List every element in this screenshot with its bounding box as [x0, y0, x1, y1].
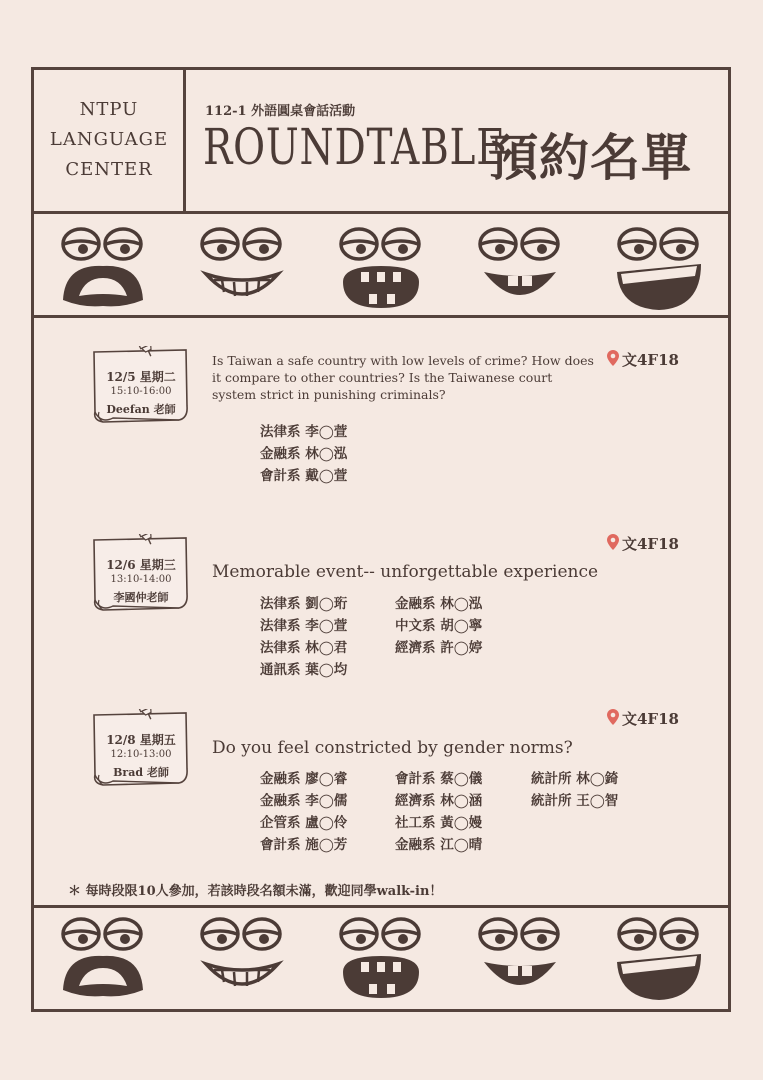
cartoon-face-icon	[192, 912, 292, 1002]
session-card-1	[93, 350, 189, 426]
participant-column	[260, 421, 347, 487]
cartoon-face-icon	[609, 222, 709, 312]
participant-name: 金融系 廖◯睿	[260, 771, 348, 787]
participant-name: 統計所 王◯智	[531, 793, 619, 809]
session-card-2	[93, 538, 189, 614]
cartoon-face-icon	[470, 912, 570, 1002]
session-topic-1: Is Taiwan a safe country with low levels of crime? How does it compare to other countries? Is the Taiwanese court system strict in punishing criminals?	[212, 353, 594, 402]
participant-name: 企管系 盧◯伶	[260, 815, 348, 831]
participant-name: 法律系 劉◯珩	[260, 596, 348, 612]
participant-name: 會計系 施◯芳	[260, 837, 348, 853]
participant-name: 經濟系 林◯涵	[395, 793, 483, 809]
participant-name: 統計所 林◯錡	[531, 771, 619, 787]
session-topic-2: Memorable event-- unforgettable experience	[212, 562, 599, 582]
location-pin-icon	[607, 709, 622, 729]
face-row-top	[34, 222, 728, 312]
session-date: 12/8 星期五	[106, 733, 176, 747]
participant-name: 通訊系 葉◯均	[260, 662, 348, 678]
session-teacher: Deefan 老師	[106, 403, 176, 416]
logo-line-1: NTPU	[79, 99, 139, 120]
session-location-1	[607, 349, 679, 370]
session-teacher: 李國仲老師	[113, 591, 169, 604]
participant-column	[531, 768, 618, 812]
participant-name: 法律系 李◯萱	[260, 424, 348, 440]
session-location-3	[607, 708, 679, 729]
logo-line-2: LANGUAGE	[49, 129, 169, 150]
location-text: 文4F18	[622, 535, 679, 553]
session-time: 13:10-14:00	[110, 574, 172, 585]
location-pin-icon	[607, 350, 622, 370]
page-title	[203, 118, 692, 187]
participant-column	[260, 768, 347, 856]
session-date: 12/6 星期三	[106, 558, 176, 572]
participant-name: 法律系 李◯萱	[260, 618, 348, 634]
title-english: ROUNDTABLE	[203, 118, 506, 176]
location-text: 文4F18	[622, 710, 679, 728]
divider-faces-bottom	[31, 905, 731, 908]
session-time: 12:10-13:00	[110, 749, 172, 760]
participant-column	[395, 593, 482, 659]
cartoon-face-icon	[53, 912, 153, 1002]
cartoon-face-icon	[331, 222, 431, 312]
session-date: 12/5 星期二	[106, 370, 176, 384]
cartoon-face-icon	[331, 912, 431, 1002]
participant-column	[260, 593, 347, 681]
cartoon-face-icon	[53, 222, 153, 312]
divider-header	[31, 211, 731, 214]
divider-faces-top	[31, 315, 731, 318]
cartoon-face-icon	[470, 222, 570, 312]
session-teacher: Brad 老師	[113, 766, 169, 779]
participant-name: 金融系 江◯晴	[395, 837, 483, 853]
walk-in-note: ＊ 每時段限10人參加，若該時段名額未滿，歡迎同學walk-in！	[68, 884, 443, 899]
participant-name: 金融系 林◯泓	[395, 596, 483, 612]
participant-name: 會計系 戴◯萱	[260, 468, 348, 484]
ntpu-logo	[34, 95, 184, 185]
logo-line-3: CENTER	[65, 159, 153, 180]
session-topic-3: Do you feel constricted by gender norms?	[212, 738, 573, 758]
participant-name: 社工系 黃◯嫚	[395, 815, 483, 831]
participant-name: 金融系 林◯泓	[260, 446, 348, 462]
participant-name: 經濟系 許◯婷	[395, 640, 483, 656]
title-chinese: 預約名單	[488, 128, 692, 187]
location-text: 文4F18	[622, 351, 679, 369]
participant-name: 金融系 李◯儒	[260, 793, 348, 809]
face-row-bottom	[34, 912, 728, 1002]
cartoon-face-icon	[192, 222, 292, 312]
participant-column	[395, 768, 482, 856]
event-subtitle: 112-1 外語圓桌會話活動	[205, 104, 356, 119]
cartoon-face-icon	[609, 912, 709, 1002]
participant-name: 法律系 林◯君	[260, 640, 348, 656]
participant-name: 中文系 胡◯寧	[395, 618, 483, 634]
participant-name: 會計系 蔡◯儀	[395, 771, 483, 787]
session-card-3	[93, 713, 189, 789]
session-time: 15:10-16:00	[110, 386, 172, 397]
location-pin-icon	[607, 534, 622, 554]
session-location-2	[607, 533, 679, 554]
